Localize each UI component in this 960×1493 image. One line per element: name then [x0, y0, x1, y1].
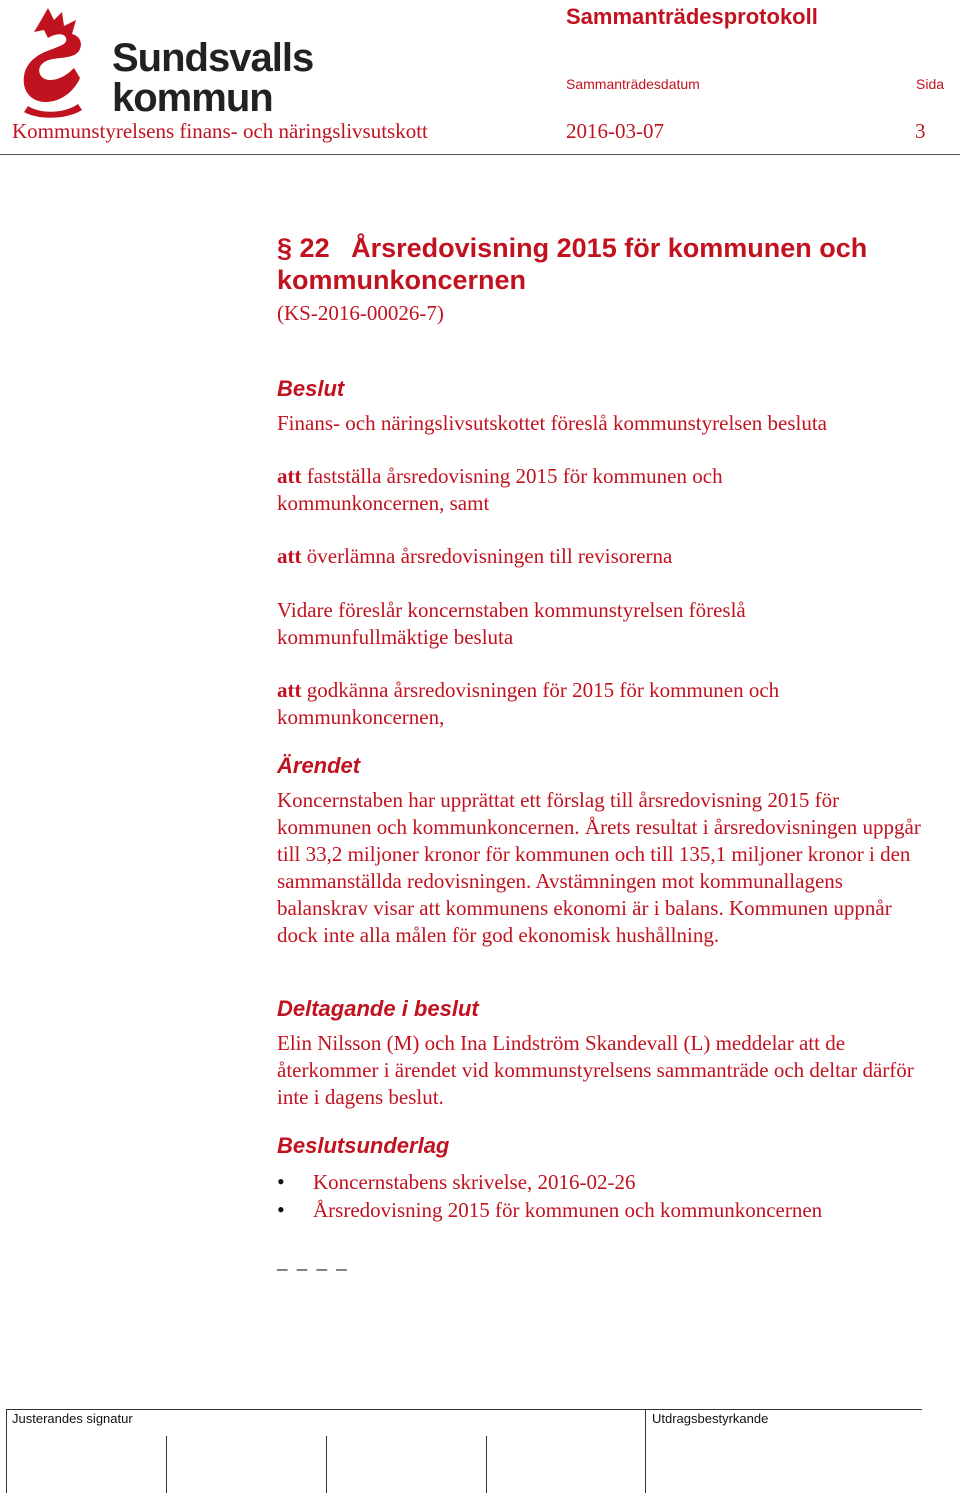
- signature-box-divider: [326, 1436, 327, 1493]
- footer-divider: [6, 1409, 922, 1410]
- beslut-item-2: [277, 543, 927, 570]
- committee-name: Kommunstyrelsens finans- och näringslivsutskott: [12, 119, 428, 143]
- signature-box-divider: [166, 1436, 167, 1493]
- section-title: [277, 232, 917, 296]
- section-number: 22: [299, 233, 330, 263]
- extract-box-divider: [645, 1409, 646, 1493]
- case-id: (KS-2016-00026-7): [277, 301, 444, 325]
- beslut-further: Vidare föreslår koncernstaben kommunstyrelsen föreslå kommunfullmäktige besluta: [277, 598, 746, 649]
- att-word: att: [277, 464, 302, 488]
- logo-line1: Sundsvalls: [112, 36, 314, 80]
- beslut-heading: Beslut: [277, 376, 345, 401]
- sundsvalls-kommun-logo: [20, 6, 314, 120]
- document-type: Sammanträdesprotokoll: [566, 4, 818, 29]
- beslut-intro: Finans- och näringslivsutskottet föreslå kommunstyrelsen besluta: [277, 411, 827, 435]
- page-number: 3: [915, 119, 926, 143]
- section-title-text: Årsredovisning 2015 för kommunen och kommunkoncernen: [277, 233, 868, 295]
- list-item: • Årsredovisning 2015 för kommunen och kommunkoncernen: [277, 1196, 927, 1224]
- beslut-item-1: [277, 463, 797, 517]
- signature-label: Justerandes signatur: [12, 1411, 133, 1426]
- header-divider: [0, 154, 960, 155]
- deltagande-text: Elin Nilsson (M) och Ina Lindström Skandevall (L) meddelar att de återkommer i ärendet vid kommunstyrelsens sammanträde och deltar därför inte i dagens beslut.: [277, 1031, 914, 1109]
- extract-label: Utdragsbestyrkande: [652, 1411, 769, 1426]
- list-item: • Koncernstabens skrivelse, 2016-02-26: [277, 1168, 927, 1196]
- beslut-item-3: [277, 677, 867, 731]
- arendet-text: Koncernstaben har upprättat ett förslag till årsredovisning 2015 för kommunen och kommunkoncernen. Årets resultat i årsredovisningen uppgår till 33,2 miljoner kronor för kommunen och till 135,1 miljoner kronor i den sammanställda redovisningen. Avstämningen mot kommunallagens balanskrav visar att kommunens ekonomi är i balans. Kommunen uppnår dock inte alla målen för god ekonomisk hushållning.: [277, 788, 921, 947]
- deltagande-heading: Deltagande i beslut: [277, 996, 479, 1021]
- underlag-list: [277, 1168, 927, 1224]
- att-word: att: [277, 678, 302, 702]
- meeting-date-label: Sammanträdesdatum: [566, 76, 700, 92]
- dragon-emblem-icon: [20, 6, 90, 118]
- signature-box-divider: [486, 1436, 487, 1493]
- end-marker: – – – –: [277, 1256, 349, 1280]
- underlag-heading: Beslutsunderlag: [277, 1133, 450, 1158]
- arendet-heading: Ärendet: [277, 753, 361, 778]
- beslut-item-2-text: överlämna årsredovisningen till revisorerna: [301, 544, 673, 568]
- page-label: Sida: [916, 76, 945, 92]
- paragraph-symbol: §: [277, 233, 293, 263]
- att-word: att: [277, 544, 302, 568]
- logo-line2: kommun: [112, 76, 273, 120]
- signature-box-divider: [6, 1409, 7, 1493]
- beslut-item-1-text: fastställa årsredovisning 2015 för kommunen och kommunkoncernen, samt: [277, 464, 723, 515]
- meeting-date: 2016-03-07: [566, 119, 664, 143]
- beslut-item-3-text: godkänna årsredovisningen för 2015 för kommunen och kommunkoncernen,: [277, 678, 780, 729]
